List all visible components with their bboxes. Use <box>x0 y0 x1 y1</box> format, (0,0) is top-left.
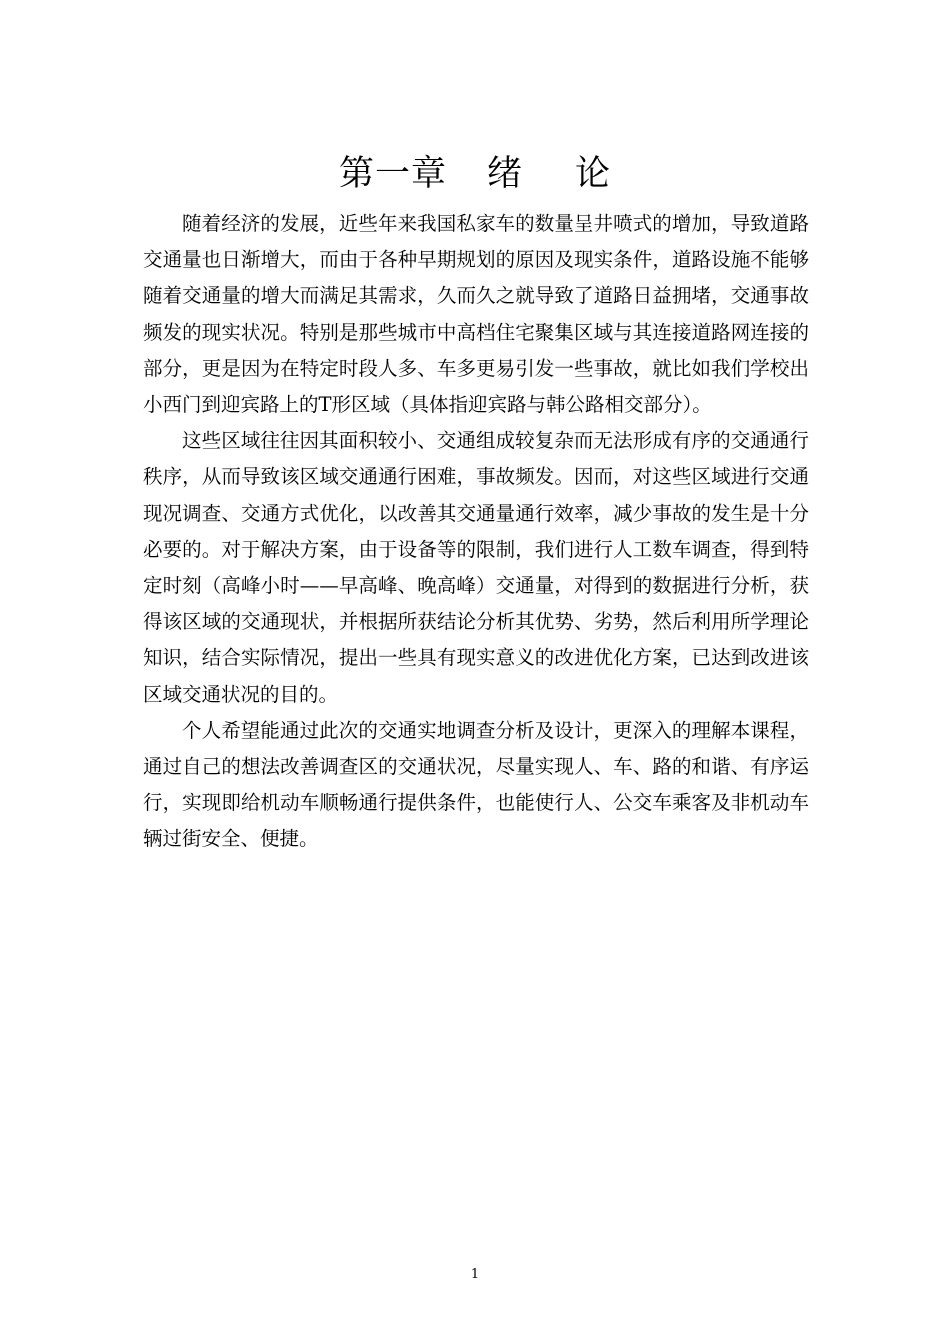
paragraph-1: 随着经济的发展，近些年来我国私家车的数量呈井喷式的增加，导致道路交通量也日渐增大，而由于各种早期规划的原因及现实条件，道路设施不能够随着交通量的增大而满足其需求，久而久之就导致了道路日益拥堵，交通事故频发的现实状况。特别是那些城市中高档住宅聚集区域与其连接道路网连接的部分，更是因为在特定时段人多、车多更易引发一些事故，就比如我们学校出小西门到迎宾路上的T形区域（具体指迎宾路与韩公路相交部分）。 <box>143 212 809 417</box>
body-text <box>143 206 809 858</box>
chapter-title-number: 第一章 <box>338 154 447 194</box>
paragraph-3: 个人希望能通过此次的交通实地调查分析及设计，更深入的理解本课程，通过自己的想法改善调查区的交通状况，尽量实现人、车、路的和谐、有序运行，实现即给机动车顺畅通行提供条件，也能使行人、公交车乘客及非机动车辆过街安全、便捷。 <box>143 718 809 851</box>
page-number: 1 <box>470 1267 480 1282</box>
paragraph-2: 这些区域往往因其面积较小、交通组成较复杂而无法形成有序的交通通行秩序，从而导致该区域交通通行困难，事故频发。因而，对这些区域进行交通现况调查、交通方式优化，以改善其交通量通行效率，减少事故的发生是十分必要的。对于解决方案，由于设备等的限制，我们进行人工数车调查，得到特定时刻（高峰小时——早高峰、晚高峰）交通量，对得到的数据进行分析，获得该区域的交通现状，并根据所获结论分析其优势、劣势，然后利用所学理论知识，结合实际情况，提出一些具有现实意义的改进优化方案，已达到改进该区域交通状况的目的。 <box>143 429 809 706</box>
chapter-title-word-2: 论 <box>575 154 612 194</box>
chapter-title-word-1: 绪 <box>486 154 523 194</box>
chapter-title <box>0 150 950 198</box>
